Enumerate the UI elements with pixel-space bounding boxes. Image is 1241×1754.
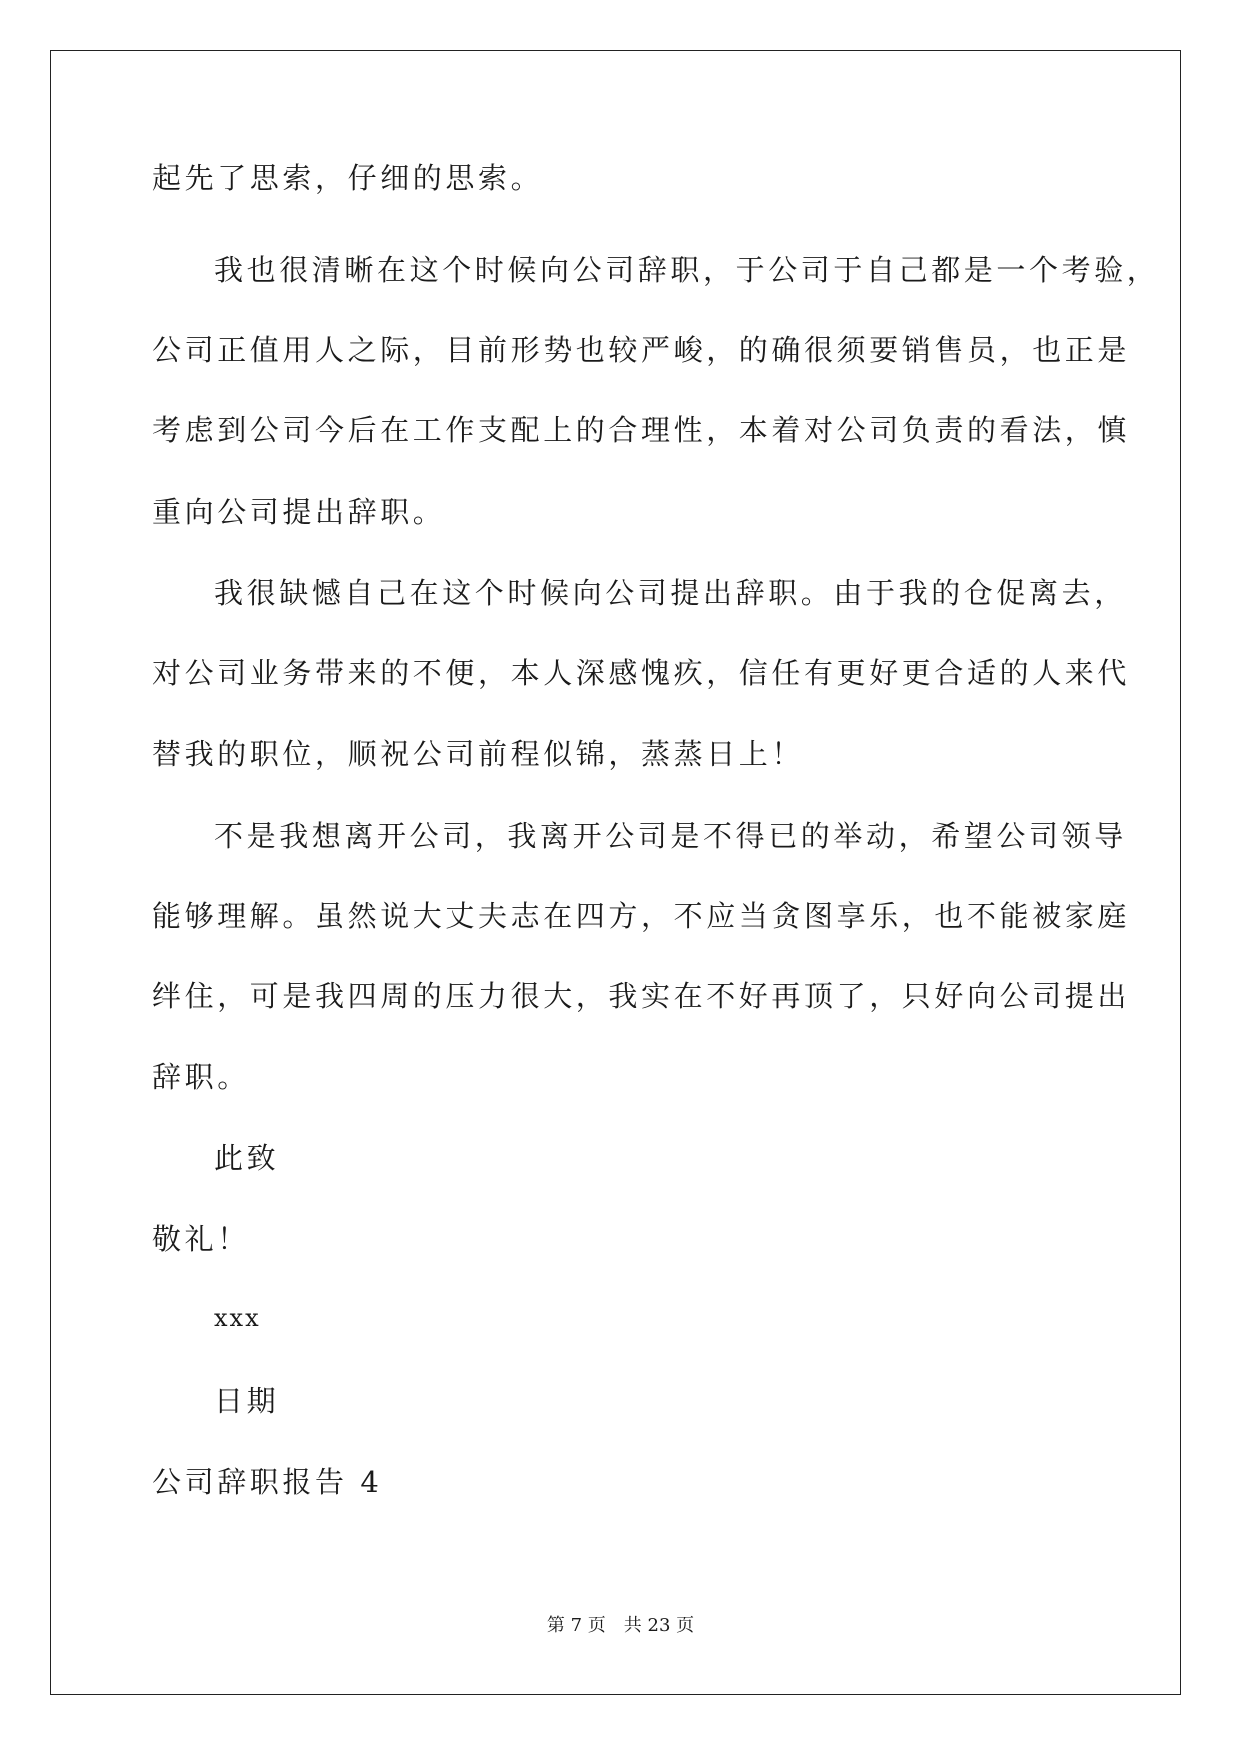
text-line: 绊住，可是我四周的压力很大，我实在不好再顶了，只好向公司提出 bbox=[152, 979, 1131, 1013]
text-line: 辞职。 bbox=[152, 1060, 250, 1094]
paragraph-start: 我很缺憾自己在这个时候向公司提出辞职。由于我的仓促离去， bbox=[214, 576, 1127, 610]
section-heading: 公司辞职报告 4 bbox=[152, 1465, 383, 1499]
closing-salutation: 此致 bbox=[214, 1141, 280, 1175]
text-line: 重向公司提出辞职。 bbox=[152, 495, 446, 529]
text-line: 起先了思索，仔细的思索。 bbox=[152, 161, 544, 195]
page-border bbox=[50, 50, 1181, 1695]
text-line: 考虑到公司今后在工作支配上的合理性，本着对公司负责的看法，慎 bbox=[152, 413, 1131, 447]
paragraph-start: 不是我想离开公司，我离开公司是不得已的举动，希望公司领导 bbox=[214, 819, 1127, 853]
text-line: 替我的职位，顺祝公司前程似锦，蒸蒸日上！ bbox=[152, 737, 805, 771]
paragraph-start: 我也很清晰在这个时候向公司辞职，于公司于自己都是一个考验， bbox=[214, 253, 1160, 287]
closing-regards: 敬礼！ bbox=[152, 1222, 250, 1256]
signature-name: xxx bbox=[214, 1304, 261, 1332]
text-line: 公司正值用人之际，目前形势也较严峻，的确很须要销售员，也正是 bbox=[152, 333, 1131, 367]
page-footer bbox=[0, 1614, 1241, 1638]
text-line: 对公司业务带来的不便，本人深感愧疚，信任有更好更合适的人来代 bbox=[152, 656, 1131, 690]
page-number: 第 7 页 bbox=[546, 1615, 606, 1636]
text-line: 能够理解。虽然说大丈夫志在四方，不应当贪图享乐，也不能被家庭 bbox=[152, 899, 1131, 933]
page-total: 共 23 页 bbox=[623, 1615, 695, 1636]
signature-date: 日期 bbox=[214, 1384, 280, 1418]
